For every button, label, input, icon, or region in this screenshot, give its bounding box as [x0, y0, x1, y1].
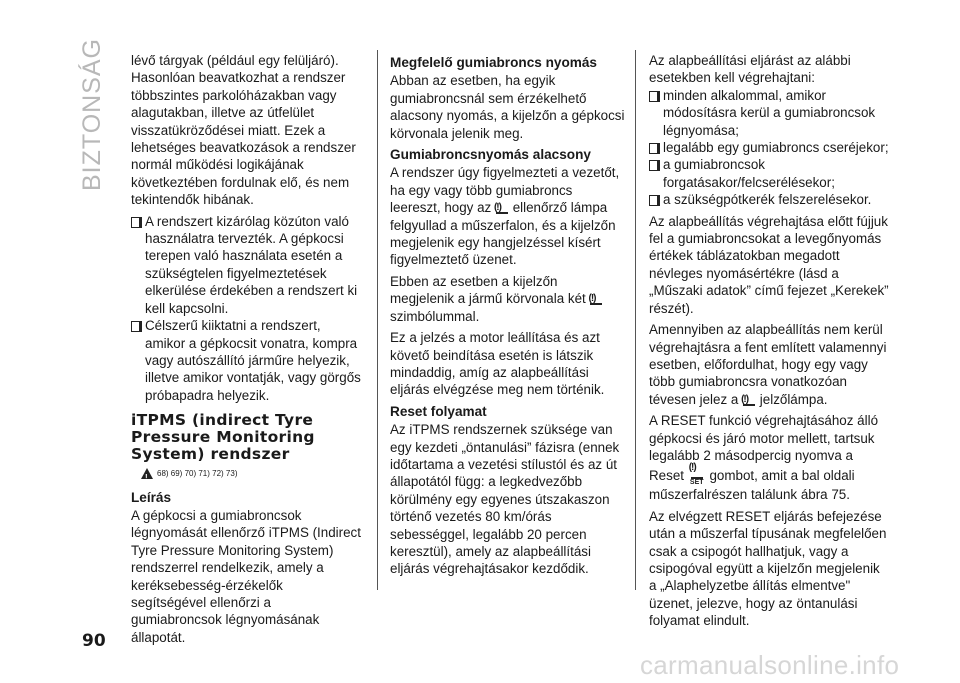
set-label: SET [689, 479, 704, 487]
paragraph [390, 164, 625, 268]
tpms-warning-icon [742, 391, 756, 406]
paragraph-text: A rendszer úgy figyelmezteti a vezetőt, ha egy vagy több gumiabroncs leereszt, hogy az [390, 165, 620, 216]
bullet-icon [649, 143, 658, 154]
warning-references [141, 465, 361, 482]
paragraph: Az iTPMS rendszernek szüksége van egy kezdeti „öntanulási” fázisra (ennek időtartama a vezetési stílustól és az út állapotától függ: a legkedvezőbb körülmény egy egyenes útszakaszon történő vezetés 80 km/órás sebességgel, legalább 20 percen keresztül), amely az alapbeállítási eljárás végrehajtásakor kezdődik. [390, 422, 620, 577]
bullet-icon [649, 91, 658, 102]
note-text: Célszerű kiiktatni a rendszert, amikor a gépkocsit vonatra, kompra vagy autószállító járműre helyezik, illetve amikor vontatják, vagy görgős próbapadra helyezik. [145, 318, 361, 403]
paragraph [649, 412, 889, 504]
list-text: legalább egy gumiabroncs cseréjekor; [663, 140, 889, 156]
subheading: Megfelelő gumiabroncs nyomás [390, 55, 597, 70]
section-heading: iTPMS (indirect Tyre Pressure Monitoring System) rendszer [131, 411, 315, 464]
section-title: BIZTONSÁG [78, 38, 106, 192]
subheading: Leírás [131, 489, 172, 505]
column-divider [377, 50, 378, 590]
paragraph-text: szimbólummal. [390, 308, 480, 324]
bullet-icon [131, 321, 140, 332]
paragraph: Az elvégzett RESET eljárás befejezése után a műszerfal típusának megfelelően csak a csipogót hallhatjuk, vagy a csipogóval együtt a kijelzőn megjelenik a „Alaphelyzetbe állítás elmentve" üzenet, jelezve, hogy az öntanulási folyamat elindult. [649, 508, 887, 629]
paragraph-text: Ebben az esetben a kijelzőn megjelenik a jármű körvonala két [390, 273, 586, 307]
paragraph-text: A RESET funkció végrehajtásához álló gépkocsi és járó motor mellett, tartsuk legalább 2 másodpercig nyomva a Reset [649, 413, 879, 484]
list-item [649, 87, 889, 139]
note-item [131, 213, 361, 317]
column-2 [390, 52, 625, 582]
list-item [649, 139, 889, 156]
warning-icon [141, 468, 153, 479]
paragraph: A gépkocsi a gumiabroncsok légnyomását ellenőrző iTPMS (Indirect Tyre Pressure Monitoring System) rendszerrel rendelkezik, amely a keréksebesség-érzékelők segítségével ellenőrzi a gumiabroncsok légnyomásának állapotát. [131, 507, 361, 645]
paragraph: lévő tárgyak (például egy felüljáró). Hasonlóan beavatkozhat a rendszer többszintes parkolóházakban vagy alagutakban, illetve az útfelület visszatükröződései miatt. Ezek a lehetséges beavatkozások a rendszer normál működési logikájának következtében fordulnak elő, és nem tekintendők hibának. [131, 53, 356, 208]
column-1 [131, 52, 361, 650]
list-text: a szükségpótkerék felszerelésekor. [663, 192, 872, 208]
paragraph: Az alapbeállítási eljárást az alábbi esetekben kell végrehajtani: [649, 53, 851, 86]
list-text: minden alkalommal, amikor módosításra kerül a gumiabroncsok légnyomása; [663, 87, 876, 138]
list-item [649, 156, 889, 191]
bullet-icon [649, 160, 658, 171]
page-number: 90 [82, 631, 106, 651]
reference-numbers: 68) 69) 70) 71) 72) 73) [157, 469, 238, 479]
note-text: A rendszert kizárólag közúton való használatra tervezték. A gépkocsi terepen való használata esetén a szükségtelen figyelmeztetések elkerülése érdekében a rendszert ki kell kapcsolni. [145, 213, 358, 316]
paragraph-text: jelzőlámpa. [759, 391, 828, 407]
paragraph [390, 273, 625, 325]
paragraph [649, 321, 889, 408]
paragraph: Abban az esetben, ha egyik gumiabroncsnál sem érzékelhető alacsony nyomás, a kijelzőn a gépkocsi körvonala jelenik meg. [390, 73, 625, 141]
tpms-warning-icon [495, 199, 509, 214]
paragraph-text: ellenőrző lámpa felgyullad a műszerfalon, és a kijelzőn megjelenik egy hangjelzéssel kísért figyelmeztető üzenet. [390, 200, 616, 268]
reset-button-icon [688, 464, 706, 486]
list-text: a gumiabroncsok forgatásakor/felcserélésekor; [663, 157, 835, 190]
note-item [131, 317, 361, 404]
paragraph: Az alapbeállítás végrehajtása előtt fújjuk fel a gumiabroncsokat a levegőnyomás értékek táblázatokban megadott névleges nyomásértékre (lásd a „Műszaki adatok” című fejezet „Kerekek” részét). [649, 213, 889, 316]
paragraph: Ez a jelzés a motor leállítása és azt követő beindítása esetén is látszik mindaddig, amíg az alapbeállítási eljárás elvégzése meg nem történik. [390, 330, 605, 398]
column-3 [649, 52, 889, 634]
tpms-warning-icon [690, 464, 704, 479]
tpms-warning-icon [589, 290, 603, 305]
subheading: Reset folyamat [390, 403, 487, 419]
list-item [649, 191, 889, 208]
bullet-icon [649, 195, 658, 206]
bullet-icon [131, 217, 140, 228]
paragraph-text: Amennyiben az alapbeállítás nem kerül végrehajtásra a fent említett valamennyi esetben, előfordulhat, hogy egy vagy több gumiabroncsra vonatkozóan tévesen jelez a [649, 322, 887, 407]
subheading: Gumiabroncsnyomás alacsony [390, 147, 591, 163]
column-divider [635, 50, 636, 590]
paragraph-text: gombot, amit a bal oldali műszerfalrészen találunk ábra 75. [649, 468, 855, 503]
watermark-footer: carmanualsonline.info [640, 650, 900, 680]
